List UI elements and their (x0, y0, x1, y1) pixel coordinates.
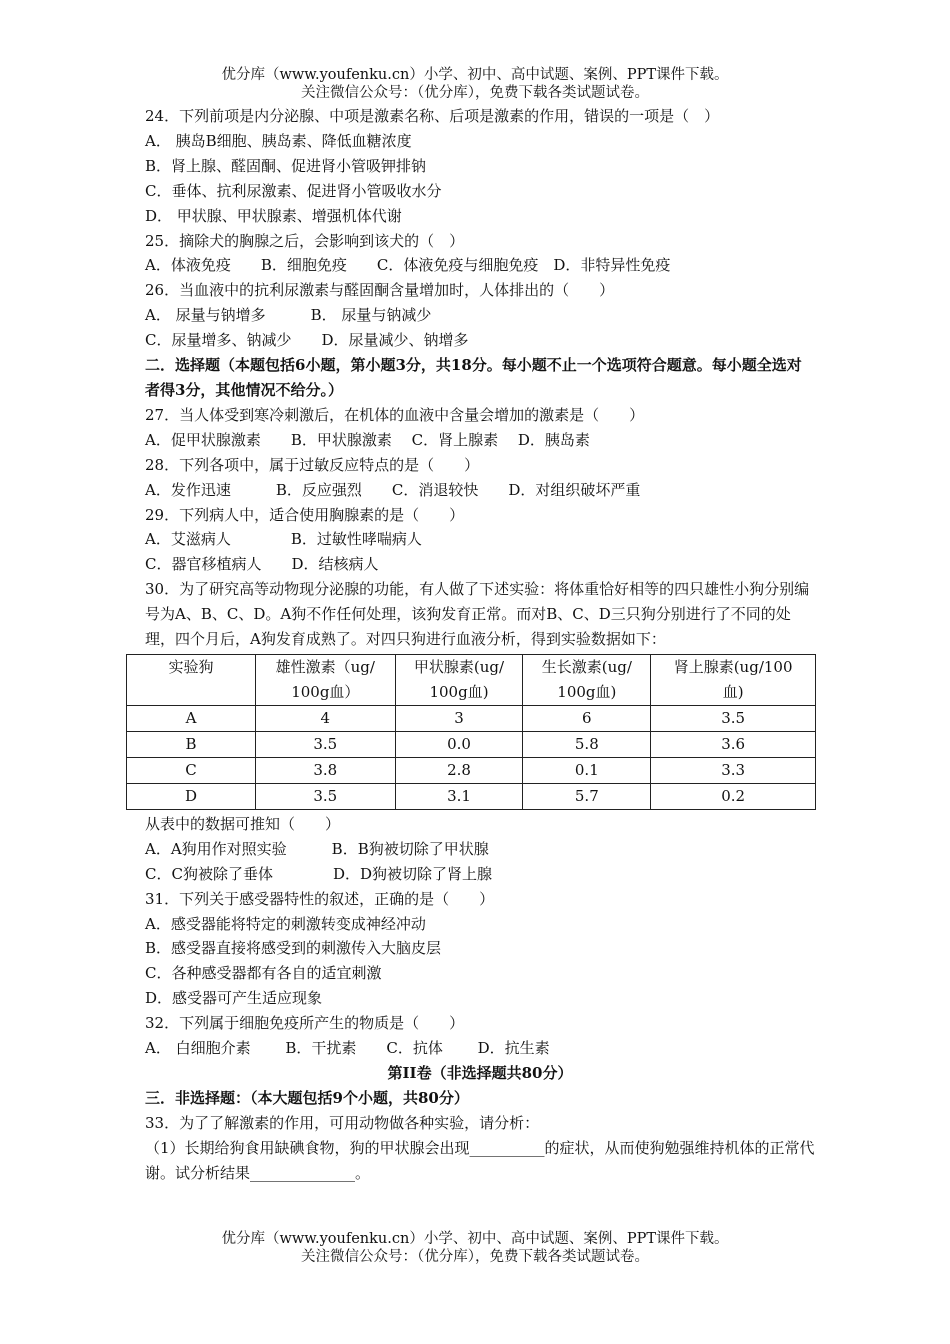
table-row (127, 783, 816, 809)
q32-options: A． 白细胞介素 B．干扰素 C．抗体 D．抗生素 (145, 1039, 550, 1058)
q30-data-table (126, 654, 816, 810)
footer-line-2: 关注微信公众号：（优分库），免费下载各类试题试卷。 (301, 1249, 649, 1265)
q30-after-table: 从表中的数据可推知（ ） (145, 814, 341, 833)
table-cell: 3 (395, 705, 523, 731)
q28-options: A．发作迅速 B．反应强烈 C．消退较快 D．对组织破坏严重 (145, 480, 641, 499)
q33-part-1: （1）长期给狗食用缺碘食物，狗的甲状腺会出现__________的症状，从而使狗勉强维持机体的正常代谢。试分析结果______________。 (145, 1138, 815, 1182)
table-cell: 5.8 (523, 731, 651, 757)
answer-blank-1[interactable]: __________ (469, 1138, 545, 1157)
q25-stem: 25．摘除犬的胸腺之后，会影响到该犬的（ ） (145, 231, 465, 250)
table-cell: D (127, 783, 256, 809)
table-cell: 3.5 (256, 783, 396, 809)
table-cell: 6 (523, 705, 651, 731)
section-3-heading: 三．非选择题：（本大题包括9个小题，共80分） (145, 1088, 469, 1107)
table-cell: 2.8 (395, 757, 523, 783)
table-cell: 0.2 (651, 783, 816, 809)
q29-stem: 29．下列病人中，适合使用胸腺素的是（ ） (145, 505, 465, 524)
table-cell: 3.3 (651, 757, 816, 783)
q33-stem: 33．为了了解激素的作用，可用动物做各种实验，请分析： (145, 1113, 540, 1132)
q26-options-ab: A． 尿量与钠增多 B． 尿量与钠减少 (145, 306, 432, 325)
table-row (127, 705, 816, 731)
q31-stem: 31．下列关于感受器特性的叙述，正确的是（ ） (145, 889, 495, 908)
table-header-cell: 实验狗 (127, 654, 256, 705)
table-header-cell: 甲状腺素(ug/ 100g血) (395, 654, 523, 705)
q26-stem: 26．当血液中的抗利尿激素与醛固酮含量增加时，人体排出的（ ） (145, 281, 615, 300)
q24-option-a: A． 胰岛B细胞、胰岛素、降低血糖浓度 (145, 131, 412, 150)
table-cell: 3.1 (395, 783, 523, 809)
answer-blank-2[interactable]: ______________ (250, 1163, 356, 1182)
q31-option-b: B．感受器直接将感受到的刺激传入大脑皮层 (145, 939, 442, 958)
q24-stem: 24．下列前项是内分泌腺、中项是激素名称、后项是激素的作用，错误的一项是（ ） (145, 107, 720, 125)
header-line-2: 关注微信公众号：（优分库），免费下载各类试题试卷。 (301, 85, 649, 101)
q27-options: A．促甲状腺激素 B．甲状腺激素 C．肾上腺素 D．胰岛素 (145, 430, 590, 449)
table-header-cell: 雄性激素（ug/ 100g血） (256, 654, 396, 705)
q30-options-ab: A．A狗用作对照实验 B．B狗被切除了甲状腺 (145, 839, 489, 858)
table-cell: 3.6 (651, 731, 816, 757)
q24-option-c: C．垂体、抗利尿激素、促进肾小管吸收水分 (145, 181, 442, 200)
table-row (127, 731, 816, 757)
q32-stem: 32．下列属于细胞免疫所产生的物质是（ ） (145, 1014, 465, 1033)
q29-options-cd: C．器官移植病人 D．结核病人 (145, 555, 379, 574)
q28-stem: 28．下列各项中，属于过敏反应特点的是（ ） (145, 455, 480, 474)
table-cell: A (127, 705, 256, 731)
table-header-row (127, 654, 816, 705)
q24-option-d: D． 甲状腺、甲状腺素、增强机体代谢 (145, 206, 402, 225)
table-cell: 3.8 (256, 757, 396, 783)
q24-option-b: B．肾上腺、醛固酮、促进肾小管吸钾排钠 (145, 156, 427, 175)
q26-options-cd: C．尿量增多、钠减少 D．尿量减少、钠增多 (145, 331, 469, 350)
page-footer (0, 1230, 950, 1266)
header-line-1: 优分库（www.youfenku.cn）小学、初中、高中试题、案例、PPT课件下载。 (221, 67, 729, 83)
q25-options: A．体液免疫 B．细胞免疫 C．体液免疫与细胞免疫 D．非特异性免疫 (145, 256, 671, 275)
q27-stem: 27．当人体受到寒冷刺激后，在机体的血液中含量会增加的激素是（ ） (145, 405, 645, 424)
q31-option-c: C．各种感受器都有各自的适宜刺激 (145, 964, 382, 983)
table-cell: 3.5 (256, 731, 396, 757)
exam-content (145, 104, 815, 1186)
footer-line-1: 优分库（www.youfenku.cn）小学、初中、高中试题、案例、PPT课件下载。 (221, 1231, 729, 1247)
table-cell: C (127, 757, 256, 783)
q31-option-d: D．感受器可产生适应现象 (145, 989, 323, 1008)
q30-options-cd: C．C狗被除了垂体 D．D狗被切除了肾上腺 (145, 864, 493, 883)
table-cell: 4 (256, 705, 396, 731)
table-cell: 0.0 (395, 731, 523, 757)
table-row (127, 757, 816, 783)
table-cell: B (127, 731, 256, 757)
table-cell: 3.5 (651, 705, 816, 731)
q30-stem: 30．为了研究高等动物现分泌腺的功能，有人做了下述实验：将体重恰好相等的四只雄性小狗分别编号为A、B、C、D。A狗不作任何处理，该狗发育正常。而对B、C、D三只狗分别进行了不同的处理，四个月后，A狗发育成熟了。对四只狗进行血液分析，得到实验数据如下： (145, 580, 810, 649)
page-header (0, 66, 950, 102)
table-cell: 0.1 (523, 757, 651, 783)
part-2-title: 第II卷（非选择题共80分） (387, 1064, 573, 1082)
table-header-cell: 生长激素(ug/ 100g血) (523, 654, 651, 705)
table-cell: 5.7 (523, 783, 651, 809)
table-header-cell: 肾上腺素(ug/100 血) (651, 654, 816, 705)
q31-option-a: A．感受器能将特定的刺激转变成神经冲动 (145, 914, 426, 933)
section-2-heading: 二．选择题（本题包括6小题，第小题3分，共18分。每小题不止一个选项符合题意。每小题全选对者得3分，其他情况不给分。） (145, 356, 802, 399)
q29-options-ab: A．艾滋病人 B．过敏性哮喘病人 (145, 530, 422, 549)
